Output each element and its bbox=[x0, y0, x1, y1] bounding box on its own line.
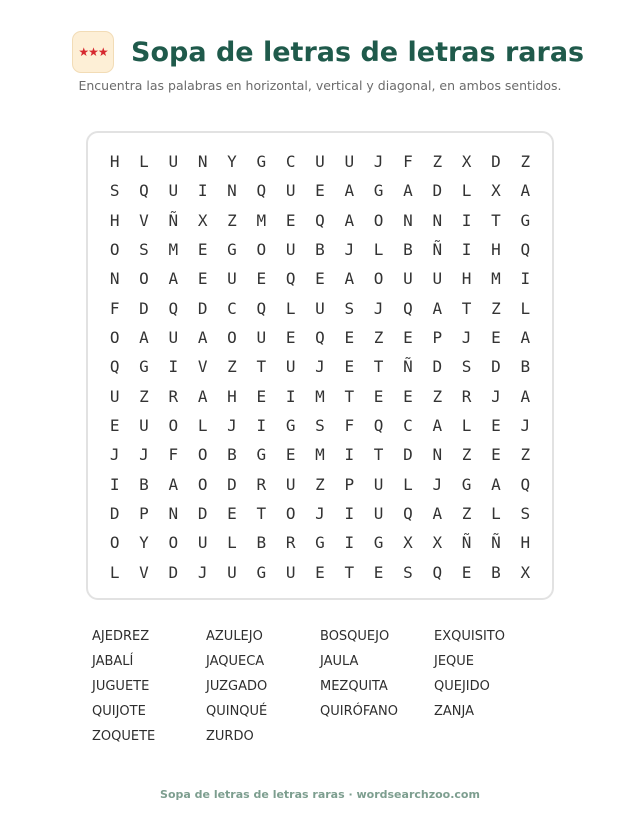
grid-cell[interactable]: A bbox=[432, 416, 443, 436]
word-list-item: MEZQUITA bbox=[320, 679, 388, 694]
grid-cell[interactable]: L bbox=[227, 533, 237, 553]
grid-cell[interactable]: F bbox=[403, 152, 413, 172]
grid-cell[interactable]: U bbox=[227, 562, 237, 582]
grid-cell[interactable]: L bbox=[109, 562, 120, 582]
grid-cell[interactable]: E bbox=[491, 328, 501, 348]
grid-cell[interactable]: U bbox=[432, 269, 443, 289]
grid-cell[interactable]: Q bbox=[403, 504, 413, 524]
grid-cell[interactable]: E bbox=[403, 328, 413, 348]
grid-cell[interactable]: N bbox=[432, 445, 443, 465]
grid-cell[interactable]: G bbox=[256, 445, 267, 465]
grid-cell[interactable]: E bbox=[285, 210, 296, 230]
grid-cell[interactable]: T bbox=[373, 445, 384, 465]
grid-cell[interactable]: F bbox=[109, 298, 120, 318]
grid-cell[interactable]: A bbox=[344, 210, 355, 230]
grid-cell[interactable]: E bbox=[285, 445, 296, 465]
word-list-item: QUIJOTE bbox=[92, 704, 146, 719]
letter-grid[interactable] bbox=[100, 147, 540, 587]
grid-cell[interactable]: L bbox=[461, 416, 472, 436]
grid-cell[interactable]: X bbox=[432, 533, 443, 553]
grid-cell[interactable]: H bbox=[227, 386, 237, 406]
grid-cell[interactable]: Q bbox=[315, 328, 325, 348]
grid-cell[interactable]: O bbox=[285, 504, 296, 524]
grid-cell[interactable]: Ñ bbox=[432, 240, 443, 260]
grid-cell[interactable]: V bbox=[139, 562, 149, 582]
grid-cell[interactable]: T bbox=[256, 504, 267, 524]
grid-cell[interactable]: H bbox=[491, 240, 501, 260]
word-list-item: ZANJA bbox=[434, 704, 475, 719]
grid-cell[interactable]: O bbox=[168, 416, 179, 436]
grid-cell[interactable]: E bbox=[315, 269, 325, 289]
grid-cell[interactable]: J bbox=[227, 416, 237, 436]
grid-cell[interactable]: Ñ bbox=[491, 533, 501, 553]
grid-cell[interactable]: S bbox=[520, 504, 531, 524]
grid-cell[interactable]: I bbox=[256, 416, 267, 436]
word-list-item: ZOQUETE bbox=[92, 729, 156, 744]
grid-cell[interactable]: V bbox=[197, 357, 208, 377]
grid-cell[interactable]: S bbox=[315, 416, 325, 436]
grid-cell[interactable]: E bbox=[373, 562, 384, 582]
grid-cell[interactable]: O bbox=[373, 269, 384, 289]
grid-cell[interactable]: E bbox=[491, 445, 501, 465]
grid-cell[interactable]: J bbox=[520, 416, 531, 436]
grid-cell[interactable]: E bbox=[227, 504, 237, 524]
grid-cell[interactable]: M bbox=[168, 240, 179, 260]
grid-cell[interactable]: P bbox=[139, 504, 149, 524]
grid-cell[interactable]: J bbox=[461, 328, 472, 348]
grid-cell[interactable]: A bbox=[344, 181, 355, 201]
grid-cell[interactable]: X bbox=[403, 533, 413, 553]
grid-cell[interactable]: J bbox=[491, 386, 501, 406]
grid-cell[interactable]: J bbox=[344, 240, 355, 260]
word-list-item: JAQUECA bbox=[206, 654, 265, 669]
grid-cell[interactable]: T bbox=[344, 562, 355, 582]
grid-cell[interactable]: P bbox=[344, 474, 355, 494]
grid-cell[interactable]: O bbox=[109, 328, 120, 348]
grid-cell[interactable]: U bbox=[168, 328, 179, 348]
grid-cell[interactable]: Q bbox=[139, 181, 149, 201]
grid-cell[interactable]: O bbox=[227, 328, 237, 348]
grid-cell[interactable]: Ñ bbox=[461, 533, 472, 553]
grid-cell[interactable]: J bbox=[197, 562, 208, 582]
grid-cell[interactable]: D bbox=[432, 357, 443, 377]
grid-cell[interactable]: Q bbox=[256, 181, 267, 201]
grid-cell[interactable]: Z bbox=[520, 445, 531, 465]
grid-cell[interactable]: X bbox=[520, 562, 531, 582]
grid-cell[interactable]: J bbox=[315, 357, 325, 377]
word-list-item: AZULEJO bbox=[206, 629, 263, 644]
grid-cell[interactable]: C bbox=[227, 298, 237, 318]
grid-cell[interactable]: G bbox=[461, 474, 472, 494]
grid-cell[interactable]: R bbox=[461, 386, 472, 406]
grid-cell[interactable]: E bbox=[461, 562, 472, 582]
grid-cell[interactable]: Q bbox=[315, 210, 325, 230]
grid-cell[interactable]: T bbox=[491, 210, 501, 230]
grid-cell[interactable]: D bbox=[168, 562, 179, 582]
grid-cell[interactable]: M bbox=[491, 269, 501, 289]
grid-cell[interactable]: L bbox=[197, 416, 208, 436]
grid-cell[interactable]: S bbox=[344, 298, 355, 318]
grid-cell[interactable]: I bbox=[344, 504, 355, 524]
grid-cell[interactable]: S bbox=[139, 240, 149, 260]
grid-cell[interactable]: C bbox=[403, 416, 413, 436]
grid-cell[interactable]: B bbox=[491, 562, 501, 582]
grid-cell[interactable]: T bbox=[344, 386, 355, 406]
grid-cell[interactable]: L bbox=[285, 298, 296, 318]
grid-cell[interactable]: I bbox=[168, 357, 179, 377]
grid-cell[interactable]: A bbox=[520, 386, 531, 406]
grid-cell[interactable]: U bbox=[373, 504, 384, 524]
word-list-item: JABALÍ bbox=[92, 654, 134, 669]
grid-cell[interactable]: N bbox=[403, 210, 413, 230]
grid-cell[interactable]: E bbox=[373, 386, 384, 406]
word-list-item: ZURDO bbox=[206, 729, 254, 744]
grid-cell[interactable]: U bbox=[285, 474, 296, 494]
grid-cell[interactable]: U bbox=[285, 562, 296, 582]
grid-cell[interactable]: X bbox=[197, 210, 208, 230]
grid-cell[interactable]: B bbox=[520, 357, 531, 377]
grid-cell[interactable]: G bbox=[315, 533, 325, 553]
grid-cell[interactable]: E bbox=[197, 240, 208, 260]
grid-cell[interactable]: O bbox=[109, 240, 120, 260]
grid-cell[interactable]: A bbox=[491, 474, 501, 494]
word-list-item: QUIRÓFANO bbox=[320, 704, 398, 719]
grid-cell[interactable]: U bbox=[315, 298, 325, 318]
grid-cell[interactable]: A bbox=[344, 269, 355, 289]
grid-cell[interactable]: T bbox=[373, 357, 384, 377]
grid-cell[interactable]: I bbox=[344, 445, 355, 465]
grid-cell[interactable]: D bbox=[197, 298, 208, 318]
grid-cell[interactable]: Ñ bbox=[168, 210, 179, 230]
grid-cell[interactable]: L bbox=[139, 152, 149, 172]
grid-cell[interactable]: A bbox=[432, 298, 443, 318]
grid-cell[interactable]: D bbox=[109, 504, 120, 524]
grid-cell[interactable]: Z bbox=[139, 386, 149, 406]
grid-cell[interactable]: G bbox=[520, 210, 531, 230]
grid-cell[interactable]: I bbox=[344, 533, 355, 553]
grid-cell[interactable]: D bbox=[227, 474, 237, 494]
grid-cell[interactable]: G bbox=[256, 152, 267, 172]
grid-cell[interactable]: Z bbox=[227, 357, 237, 377]
grid-cell[interactable]: U bbox=[139, 416, 149, 436]
word-list-item: JAULA bbox=[320, 654, 359, 669]
grid-cell[interactable]: G bbox=[373, 181, 384, 201]
grid-cell[interactable]: Q bbox=[520, 240, 531, 260]
instructions: Encuentra las palabras en horizontal, vertical y diagonal, en ambos sentidos. bbox=[78, 78, 562, 93]
grid-cell[interactable]: I bbox=[461, 240, 472, 260]
grid-cell[interactable]: Y bbox=[227, 152, 237, 172]
grid-cell[interactable]: U bbox=[285, 240, 296, 260]
grid-cell[interactable]: A bbox=[168, 474, 179, 494]
grid-cell[interactable]: Q bbox=[256, 298, 267, 318]
grid-cell[interactable]: L bbox=[373, 240, 384, 260]
grid-cell[interactable]: D bbox=[197, 504, 208, 524]
grid-cell[interactable]: Z bbox=[227, 210, 237, 230]
grid-cell[interactable]: R bbox=[256, 474, 267, 494]
grid-cell[interactable]: G bbox=[227, 240, 237, 260]
grid-cell[interactable]: U bbox=[315, 152, 325, 172]
grid-cell[interactable]: E bbox=[109, 416, 120, 436]
grid-cell[interactable]: E bbox=[344, 357, 355, 377]
grid-cell[interactable]: E bbox=[403, 386, 413, 406]
grid-cell[interactable]: D bbox=[491, 152, 501, 172]
grid-cell[interactable]: Z bbox=[432, 152, 443, 172]
grid-cell[interactable]: O bbox=[197, 474, 208, 494]
grid-cell[interactable]: U bbox=[168, 152, 179, 172]
grid-cell[interactable]: E bbox=[197, 269, 208, 289]
grid-cell[interactable]: R bbox=[168, 386, 179, 406]
grid-cell[interactable]: L bbox=[520, 298, 531, 318]
grid-cell[interactable]: Z bbox=[373, 328, 384, 348]
grid-cell[interactable]: M bbox=[256, 210, 267, 230]
grid-cell[interactable]: Z bbox=[491, 298, 501, 318]
grid-cell[interactable]: A bbox=[432, 504, 443, 524]
word-list-item: BOSQUEJO bbox=[320, 629, 390, 644]
grid-cell[interactable]: H bbox=[461, 269, 472, 289]
grid-cell[interactable]: H bbox=[109, 152, 120, 172]
grid-cell[interactable]: X bbox=[461, 152, 472, 172]
grid-cell[interactable]: O bbox=[109, 533, 120, 553]
grid-cell[interactable]: I bbox=[520, 269, 531, 289]
grid-cell[interactable]: D bbox=[432, 181, 443, 201]
grid-cell[interactable]: E bbox=[285, 328, 296, 348]
grid-cell[interactable]: N bbox=[168, 504, 179, 524]
grid-cell[interactable]: S bbox=[403, 562, 413, 582]
grid-cell[interactable]: H bbox=[520, 533, 531, 553]
grid-cell[interactable]: E bbox=[256, 269, 267, 289]
grid-cell[interactable]: Z bbox=[461, 445, 472, 465]
grid-cell[interactable]: J bbox=[373, 298, 384, 318]
grid-cell[interactable]: B bbox=[256, 533, 267, 553]
grid-cell[interactable]: U bbox=[109, 386, 120, 406]
word-list-item: JEQUE bbox=[434, 654, 475, 669]
grid-cell[interactable]: O bbox=[168, 533, 179, 553]
grid-cell[interactable]: Q bbox=[285, 269, 296, 289]
grid-cell[interactable]: F bbox=[168, 445, 179, 465]
grid-cell[interactable]: B bbox=[315, 240, 325, 260]
grid-cell[interactable]: B bbox=[139, 474, 149, 494]
grid-cell[interactable]: T bbox=[461, 298, 472, 318]
grid-cell[interactable]: X bbox=[491, 181, 501, 201]
word-list bbox=[92, 624, 552, 749]
page-title: Sopa de letras de letras raras bbox=[131, 37, 585, 68]
header bbox=[0, 28, 640, 78]
grid-cell[interactable]: O bbox=[256, 240, 267, 260]
grid-cell[interactable]: A bbox=[197, 386, 208, 406]
grid-cell[interactable]: A bbox=[168, 269, 179, 289]
grid-cell[interactable]: O bbox=[197, 445, 208, 465]
grid-cell[interactable]: L bbox=[461, 181, 472, 201]
grid-cell[interactable]: J bbox=[109, 445, 120, 465]
grid-cell[interactable]: A bbox=[520, 328, 531, 348]
grid-cell[interactable]: Q bbox=[520, 474, 531, 494]
grid-cell[interactable]: U bbox=[197, 533, 208, 553]
grid-cell[interactable]: B bbox=[403, 240, 413, 260]
word-list-item: JUGUETE bbox=[92, 679, 150, 694]
grid-cell[interactable]: R bbox=[285, 533, 296, 553]
grid-cell[interactable]: G bbox=[139, 357, 149, 377]
grid-cell[interactable]: G bbox=[285, 416, 296, 436]
grid-cell[interactable]: N bbox=[227, 181, 237, 201]
grid-cell[interactable]: Q bbox=[432, 562, 443, 582]
grid-cell[interactable]: D bbox=[139, 298, 149, 318]
grid-cell[interactable]: G bbox=[256, 562, 267, 582]
word-list-item: AJEDREZ bbox=[92, 629, 150, 644]
grid-cell[interactable]: O bbox=[373, 210, 384, 230]
grid-cell[interactable]: S bbox=[461, 357, 472, 377]
grid-cell[interactable]: Q bbox=[403, 298, 413, 318]
grid-cell[interactable]: A bbox=[197, 328, 208, 348]
grid-cell[interactable]: U bbox=[256, 328, 267, 348]
grid-cell[interactable]: J bbox=[315, 504, 325, 524]
grid-cell[interactable]: U bbox=[373, 474, 384, 494]
grid-cell[interactable]: G bbox=[373, 533, 384, 553]
grid-cell[interactable]: I bbox=[461, 210, 472, 230]
grid-cell[interactable]: J bbox=[139, 445, 149, 465]
grid-cell[interactable]: N bbox=[197, 152, 208, 172]
word-list-item: QUINQUÉ bbox=[206, 704, 268, 719]
grid-cell[interactable]: E bbox=[491, 416, 501, 436]
grid-cell[interactable]: I bbox=[285, 386, 296, 406]
grid-cell[interactable]: P bbox=[432, 328, 443, 348]
grid-cell[interactable]: Q bbox=[168, 298, 179, 318]
word-list-item: JUZGADO bbox=[206, 679, 268, 694]
grid-cell[interactable]: I bbox=[109, 474, 120, 494]
grid-cell[interactable]: B bbox=[227, 445, 237, 465]
footer-credit: Sopa de letras de letras raras · wordsearchzoo.com bbox=[160, 788, 480, 801]
grid-cell[interactable]: Z bbox=[315, 474, 325, 494]
grid-cell[interactable]: H bbox=[109, 210, 120, 230]
grid-cell[interactable]: E bbox=[315, 181, 325, 201]
grid-cell[interactable]: Q bbox=[109, 357, 120, 377]
grid-cell[interactable]: U bbox=[344, 152, 355, 172]
grid-cell[interactable]: Z bbox=[520, 152, 531, 172]
grid-cell[interactable]: Q bbox=[373, 416, 384, 436]
grid-cell[interactable]: U bbox=[403, 269, 413, 289]
grid-cell[interactable]: C bbox=[285, 152, 296, 172]
grid-cell[interactable]: T bbox=[256, 357, 267, 377]
grid-cell[interactable]: U bbox=[285, 181, 296, 201]
star-rating-badge: ★★★ bbox=[72, 31, 114, 73]
grid-cell[interactable]: E bbox=[315, 562, 325, 582]
grid-cell[interactable]: L bbox=[403, 474, 413, 494]
grid-cell[interactable]: M bbox=[315, 445, 325, 465]
grid-cell[interactable]: M bbox=[315, 386, 325, 406]
grid-cell[interactable]: J bbox=[373, 152, 384, 172]
grid-cell[interactable]: N bbox=[109, 269, 120, 289]
word-list-item: EXQUISITO bbox=[434, 629, 505, 644]
grid-cell[interactable]: A bbox=[139, 328, 149, 348]
grid-cell[interactable]: F bbox=[344, 416, 355, 436]
grid-cell[interactable]: D bbox=[491, 357, 501, 377]
grid-cell[interactable]: E bbox=[344, 328, 355, 348]
grid-cell[interactable]: I bbox=[197, 181, 208, 201]
grid-cell[interactable]: Ñ bbox=[403, 357, 413, 377]
grid-cell[interactable]: U bbox=[285, 357, 296, 377]
grid-cell[interactable]: U bbox=[168, 181, 179, 201]
grid-cell[interactable]: S bbox=[109, 181, 120, 201]
word-list-item: QUEJIDO bbox=[434, 679, 490, 694]
grid-cell[interactable]: Y bbox=[139, 533, 149, 553]
grid-cell[interactable]: N bbox=[432, 210, 443, 230]
grid-cell[interactable]: E bbox=[256, 386, 267, 406]
grid-cell[interactable]: L bbox=[491, 504, 501, 524]
grid-cell[interactable]: A bbox=[403, 181, 413, 201]
grid-cell[interactable]: V bbox=[139, 210, 149, 230]
grid-cell[interactable]: D bbox=[403, 445, 413, 465]
grid-cell[interactable]: J bbox=[432, 474, 443, 494]
grid-cell[interactable]: A bbox=[520, 181, 531, 201]
grid-cell[interactable]: O bbox=[139, 269, 149, 289]
grid-cell[interactable]: Z bbox=[461, 504, 472, 524]
grid-cell[interactable]: Z bbox=[432, 386, 443, 406]
grid-cell[interactable]: U bbox=[227, 269, 237, 289]
